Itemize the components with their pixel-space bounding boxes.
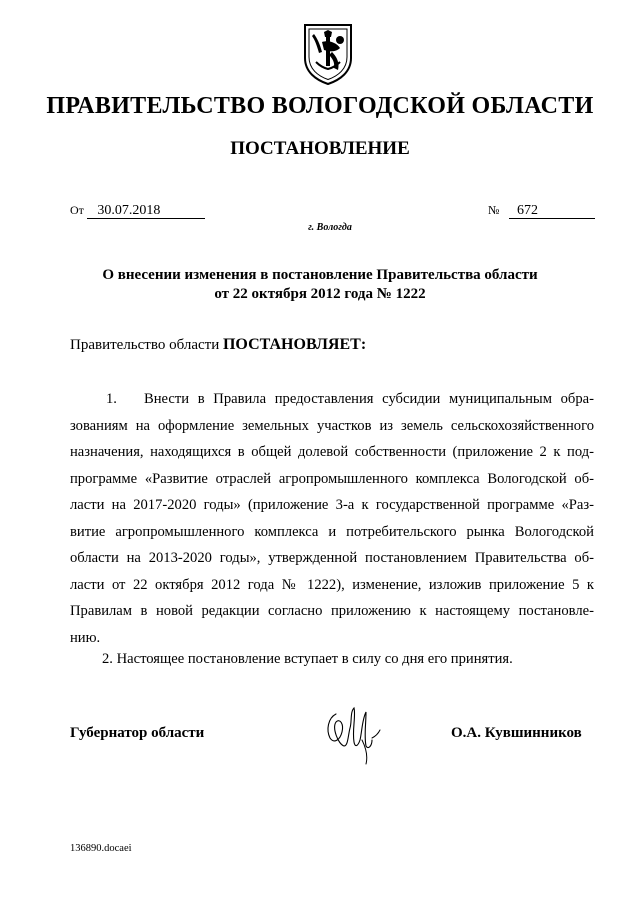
item-1-paragraph <box>70 386 594 651</box>
signer-title: Губернатор области <box>70 725 205 741</box>
subject-line-1: О внесении изменения в постановление Правительства области <box>102 267 538 283</box>
organization-title: ПРАВИТЕЛЬСТВО ВОЛОГОДСКОЙ ОБЛАСТИ <box>46 93 594 119</box>
item-1-line: области на 2013-2020 годы», утвержденной постановлением Правительства об- <box>70 550 594 566</box>
date-prefix: От <box>70 203 84 217</box>
document-date: 30.07.2018 <box>87 204 205 219</box>
preamble-emphasis: ПОСТАНОВЛЯЕТ: <box>222 336 367 353</box>
preamble <box>70 336 366 354</box>
city-label: г. Вологда <box>308 222 352 233</box>
number-prefix: № <box>488 203 500 217</box>
handwritten-signature <box>322 700 382 768</box>
item-1-line: назначения, находящихся в общей долевой собственности (приложение 2 к под- <box>70 444 594 460</box>
document-number: 672 <box>509 204 595 219</box>
subject-line-2: от 22 октября 2012 года № 1222 <box>214 286 426 302</box>
footer-file-reference: 136890.docaei <box>70 843 132 854</box>
item-1-line: программе «Развитие отраслей агропромышленного комплекса Вологодской об- <box>70 470 594 487</box>
item-1-line: ласти на 2017-2020 годы» (приложение 3-а к государственной программе «Раз- <box>70 497 594 513</box>
item-1-line: ласти от 22 октября 2012 года № 1222), изменение, изложив приложение 5 к <box>70 576 594 593</box>
item-1-number: 1. <box>106 391 117 407</box>
item-1-line: 1. Внести в Правила предоставления субсидии муниципальным обра- <box>70 386 594 413</box>
document-type: ПОСТАНОВЛЕНИЕ <box>230 138 410 159</box>
item-1-line: зованиям на оформление земельных участков из земель сельскохозяйственного <box>70 417 594 434</box>
item-1-line: витие агропромышленного комплекса и потребительского рынка Вологодской <box>70 523 594 540</box>
preamble-text: Правительство области <box>70 337 223 353</box>
document-subject <box>0 266 640 304</box>
item-1-line: нию. <box>70 629 101 646</box>
signer-name: О.А. Кувшинников <box>451 725 582 741</box>
item-2-paragraph: 2. Настоящее постановление вступает в силу со дня его принятия. <box>102 651 513 667</box>
coat-of-arms-emblem <box>302 22 354 86</box>
number-field <box>488 203 595 219</box>
date-field <box>70 203 205 219</box>
item-1-line: Правилам в новой редакции согласно приложению к настоящему постановле- <box>70 603 594 619</box>
